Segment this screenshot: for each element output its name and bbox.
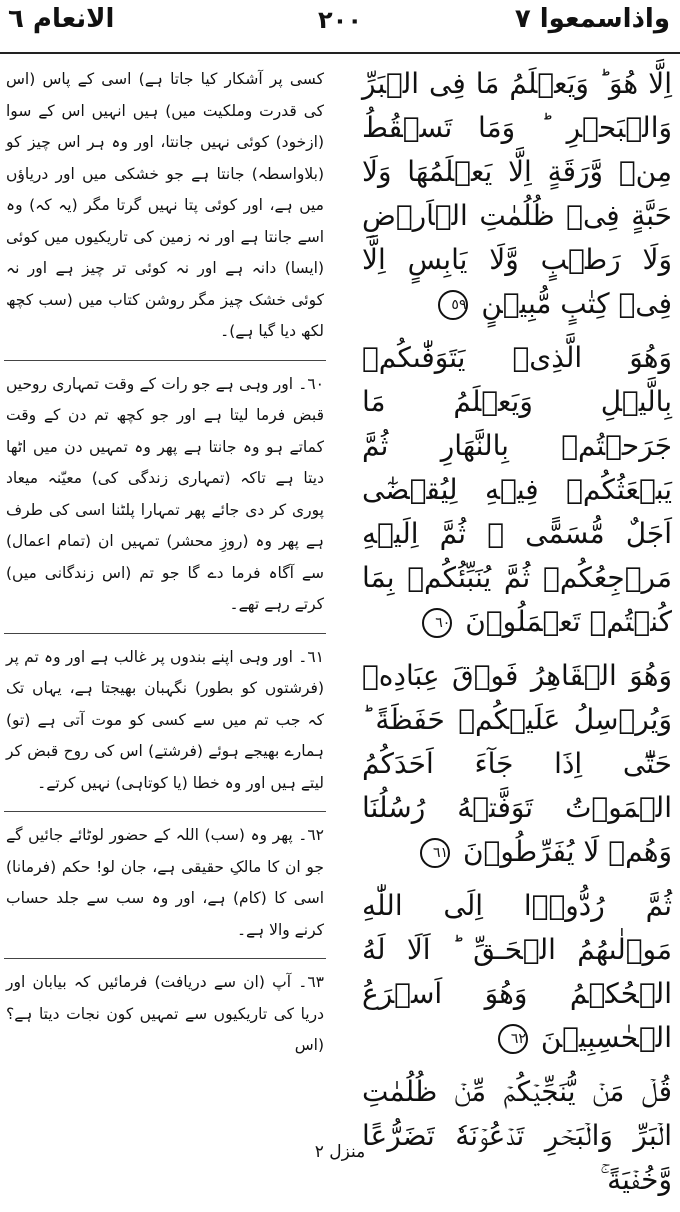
translation-divider [4, 360, 326, 361]
verse-text: قُلۡ مَنۡ يُّنَجِّيۡكُمۡ مِّنۡ ظُلُمٰتِ الۡبَرِّ وَالۡبَحۡرِ تَدۡعُوۡنَهٗ تَضَرُّعًا وَّخُفۡيَةً ۚ [362, 1075, 672, 1196]
manzil-footer: منزل ٢ [314, 1142, 366, 1162]
arabic-column [362, 62, 672, 1212]
page-number: ٢٠٠ [318, 6, 362, 34]
page-header [0, 0, 680, 50]
translation-text: ٦٠۔ اور وہی ہے جو رات کے وقت تمہاری روحیں قبض فرما لیتا ہے اور جو کچھ تم دن کے وقت کماتے ہو وہ جانتا ہے پھر وہ تمہیں دن میں اٹھا دیتا ہے تاکہ (تمہاری زندگی کی) معیّنہ میعاد پوری کر دی جائے پھر تمہارا پلٹنا اسی کی طرف ہے پھر وہ (روزِ محشر) تمہیں ان (تمام اعمال) سے آگاہ فرما دے گا جو تم (اس زندگانی میں) کرتے رہے تھے۔ [6, 374, 324, 613]
verse-text: ثُمَّ رُدُّوۡۤا اِلَى اللّٰهِ مَوۡلٰٮهُمُ الۡحَـقِّ ؕ اَلَا لَهُ الۡحُكۡمُ وَهُوَ اَسۡرَعُ الۡحٰسِبِيۡنَ [362, 889, 672, 1054]
verse-text: اِلَّا هُوَ ؕ وَيَعۡلَمُ مَا فِى الۡبَرِّ وَالۡبَحۡرِ ؕ وَمَا تَسۡقُطُ مِنۡ وَّرَقَةٍ اِلَّا يَعۡلَمُهَا وَلَا حَبَّةٍ فِىۡ ظُلُمٰتِ الۡاَرۡضِ وَلَا رَطۡبٍ وَّلَا يَابِسٍ اِلَّا فِىۡ كِتٰبٍ مُّبِيۡنٍ [362, 67, 672, 320]
translation-61 [4, 640, 326, 808]
juz-title: واذاسمعوا ٧ [514, 4, 670, 34]
urdu-translation-column [4, 62, 326, 1070]
verse-number-marker: ٦٢ [498, 1024, 528, 1054]
verse-text: وَهُوَ الَّذِىۡ يَتَوَفّٰٮكُمۡ بِالَّيۡلِ وَيَعۡلَمُ مَا جَرَحۡتُمۡ بِالنَّهَارِ ثُمَّ يَبۡعَثُكُمۡ فِيۡهِ لِيُقۡضٰٓى اَجَلٌ مُّسَمًّى ۚ ثُمَّ اِلَيۡهِ مَرۡجِعُكُمۡ ثُمَّ يُنَبِّئُكُمۡ بِمَا كُنۡتُمۡ تَعۡمَلُوۡنَ [362, 341, 672, 638]
translation-divider [4, 633, 326, 634]
verse-63-start [362, 1070, 672, 1202]
translation-62 [4, 818, 326, 954]
translation-divider [4, 811, 326, 812]
verse-62 [362, 884, 672, 1060]
verse-number-marker: ٥٩ [438, 290, 468, 320]
verse-text: وَهُوَ الۡقَاهِرُ فَوۡقَ عِبَادِهٖ وَيُرۡسِلُ عَلَيۡكُمۡ حَفَظَةً ؕ حَتّٰٓى اِذَا جَآءَ اَحَدَكُمُ الۡمَوۡتُ تَوَفَّتۡهُ رُسُلُنَا وَهُمۡ لَا يُفَرِّطُوۡنَ [362, 659, 672, 868]
translation-text: ٦٣۔ آپ (ان سے دریافت) فرمائیں کہ بیابان اور دریا کی تاریکیوں سے تمہیں کون نجات دیتا ہے؟ (اس [6, 973, 324, 1054]
surah-title: الانعام ٦ [8, 4, 115, 34]
verse-61 [362, 654, 672, 874]
header-divider [0, 52, 680, 54]
translation-text: ٦٢۔ پھر وہ (سب) اللہ کے حضور لوٹائے جائیں گے جو ان کا مالکِ حقیقی ہے، جان لو! حکم (فرمانا) اسی کا (کام) ہے، اور وہ سب سے جلد حساب کرنے والا ہے۔ [6, 826, 324, 939]
translation-divider [4, 958, 326, 959]
verse-number-marker: ٦١ [420, 838, 450, 868]
verse-60 [362, 336, 672, 644]
translation-59 [4, 62, 326, 356]
verse-59 [362, 62, 672, 326]
translation-60 [4, 367, 326, 629]
translation-63 [4, 965, 326, 1070]
translation-text: ٦١۔ اور وہی اپنے بندوں پر غالب ہے اور وہ تم پر (فرشتوں کو بطور) نگہبان بھیجتا ہے، یہاں تک کہ جب تم میں سے کسی کو موت آتی ہے (تو) ہمارے بھیجے ہوئے (فرشتے) اس کی روح قبض کر لیتے ہیں اور وہ خطا (یا کوتاہی) نہیں کرتے۔ [6, 647, 324, 792]
verse-number-marker: ٦٠ [422, 608, 452, 638]
translation-text: کسی پر آشکار کیا جاتا ہے) اسی کے پاس (اس کی قدرت وملکیت میں) ہیں انہیں اس کے سوا (ازخود) کوئی نہیں جانتا، اور وہ ہر اس چیز کو (بلاواسطہ) جانتا ہے جو خشکی میں اور دریاؤں میں ہے، اور کوئی پتا نہیں گرتا مگر (یہ کہ) وہ اسے جانتا ہے اور نہ زمین کی تاریکیوں میں کوئی (ایسا) دانہ ہے اور نہ کوئی تر چیز ہے اور نہ کوئی خشک چیز مگر روشن کتاب میں (سب کچھ لکھ دیا گیا ہے)۔ [6, 70, 324, 340]
